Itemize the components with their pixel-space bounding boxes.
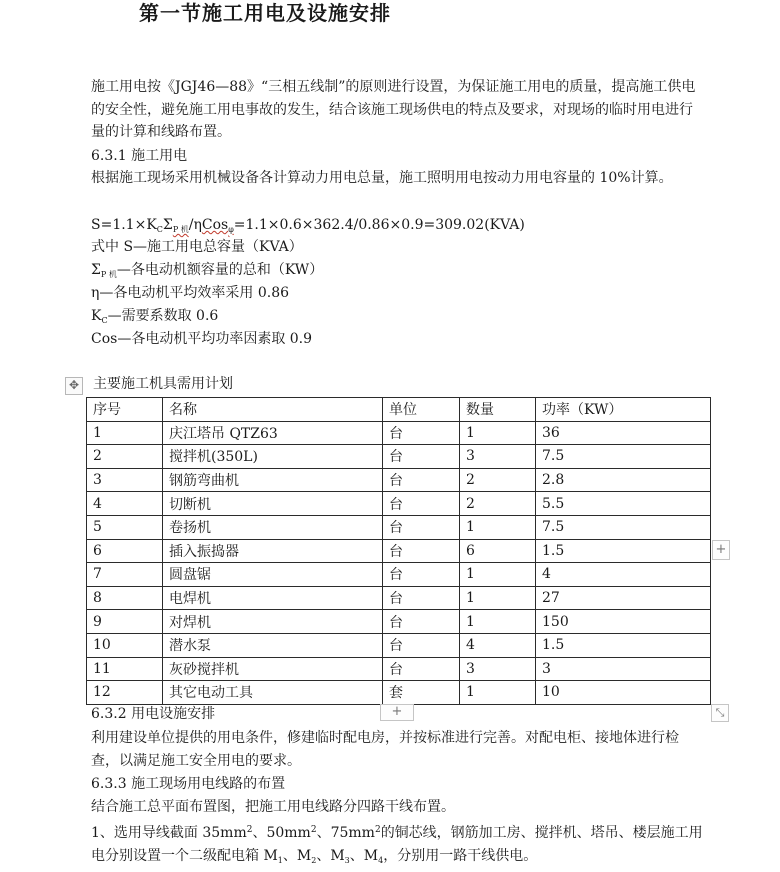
- cell-name: 切断机: [163, 492, 383, 516]
- section-631-text: 根据施工现场采用机械设备各计算动力用电总量，施工照明用电按动力用电容量的 10%计算。: [91, 170, 673, 186]
- cell-quantity: 1: [460, 681, 536, 705]
- cell-unit: 台: [383, 586, 460, 610]
- table-row: [87, 515, 711, 539]
- cell-name: 电焊机: [163, 586, 383, 610]
- cell-unit: 台: [383, 563, 460, 587]
- power-formula: $S=1.1\times K_C\Sigma_{P 机}/\eta Cos_\varphi=1.1\times 0.6\times 362.4/0.86\times 0.9=309.02(KVA)$: [91, 217, 525, 234]
- section-633-text: 结合施工总平面布置图，把施工用电线路分四路干线布置。: [91, 799, 455, 815]
- cell-unit: 台: [383, 657, 460, 681]
- add-column-button[interactable]: +: [712, 540, 730, 560]
- table-row: [87, 610, 711, 634]
- definition-s: 式中 S—施工用电总容量（KVA）: [91, 239, 303, 255]
- section-heading-633: 6.3.3 施工现场用电线路的布置: [91, 776, 286, 792]
- header-quantity: 数量: [460, 398, 536, 422]
- page-title: 第一节施工用电及设施安排: [139, 1, 391, 25]
- cell-name: 插入振捣器: [163, 539, 383, 563]
- header-unit: 单位: [383, 398, 460, 422]
- table-row: [87, 681, 711, 705]
- section-632-text: 利用建设单位提供的用电条件，修建临时配电房，并按标准进行完善。对配电柜、接地体进行检查，以满足施工安全用电的要求。: [91, 730, 679, 769]
- cell-unit: 台: [383, 515, 460, 539]
- cell-quantity: 3: [460, 445, 536, 469]
- header-power: 功率（KW）: [536, 398, 711, 422]
- definition-cos: Cos—各电动机平均功率因素取 0.9: [91, 331, 313, 347]
- cell-index: 11: [87, 657, 163, 681]
- cell-power: 1.5: [536, 633, 711, 657]
- cell-index: 10: [87, 633, 163, 657]
- cell-power: 3: [536, 657, 711, 681]
- cell-name: 其它电动工具: [163, 681, 383, 705]
- cell-unit: 台: [383, 468, 460, 492]
- cell-index: 9: [87, 610, 163, 634]
- table-row: [87, 586, 711, 610]
- cell-unit: 台: [383, 539, 460, 563]
- cell-power: 7.5: [536, 515, 711, 539]
- cell-unit: 台: [383, 633, 460, 657]
- cell-power: 36: [536, 421, 711, 445]
- cell-name: 圆盘锯: [163, 563, 383, 587]
- table-resize-handle-icon[interactable]: ⤡: [711, 704, 729, 722]
- cell-index: 6: [87, 539, 163, 563]
- cell-index: 8: [87, 586, 163, 610]
- cell-power: 5.5: [536, 492, 711, 516]
- cell-power: 4: [536, 563, 711, 587]
- cell-unit: 台: [383, 610, 460, 634]
- cell-index: 1: [87, 421, 163, 445]
- cell-index: 4: [87, 492, 163, 516]
- cell-unit: 套: [383, 681, 460, 705]
- table-caption: 主要施工机具需用计划: [93, 376, 233, 392]
- header-name: 名称: [163, 398, 383, 422]
- cell-quantity: 1: [460, 515, 536, 539]
- table-row: [87, 633, 711, 657]
- cell-quantity: 1: [460, 563, 536, 587]
- table-row: [87, 421, 711, 445]
- add-row-button[interactable]: +: [380, 704, 414, 721]
- cell-quantity: 1: [460, 586, 536, 610]
- cell-index: 2: [87, 445, 163, 469]
- cell-quantity: 6: [460, 539, 536, 563]
- cell-power: 27: [536, 586, 711, 610]
- table-row: [87, 657, 711, 681]
- cell-unit: 台: [383, 445, 460, 469]
- cell-quantity: 2: [460, 468, 536, 492]
- intro-paragraph: 施工用电按《JGJ46—88》“三相五线制”的原则进行设置，为保证施工用电的质量，提高施工供电的安全性，避免施工用电事故的发生，结合该施工现场供电的特点及要求，对现场的临时用电进行量的计算和线路布置。: [91, 79, 696, 141]
- section-heading-632: 6.3.2 用电设施安排: [91, 706, 216, 722]
- cell-unit: 台: [383, 421, 460, 445]
- table-row: [87, 563, 711, 587]
- equipment-table: [86, 397, 711, 705]
- cell-name: 对焊机: [163, 610, 383, 634]
- cell-index: 7: [87, 563, 163, 587]
- cell-power: 10: [536, 681, 711, 705]
- cell-quantity: 1: [460, 610, 536, 634]
- table-move-handle-icon[interactable]: ✥: [65, 377, 83, 395]
- header-index: 序号: [87, 398, 163, 422]
- cell-power: 1.5: [536, 539, 711, 563]
- cell-quantity: 4: [460, 633, 536, 657]
- definition-sigma: $\Sigma_{P 机}—$各电动机额容量的总和（KW）: [91, 262, 324, 279]
- cell-name: 卷扬机: [163, 515, 383, 539]
- cell-name: 灰砂搅拌机: [163, 657, 383, 681]
- table-header-row: [87, 398, 711, 422]
- cell-name: 庆江塔吊 QTZ63: [163, 421, 383, 445]
- section-heading-631: 6.3.1 施工用电: [91, 148, 188, 164]
- table-row: [87, 445, 711, 469]
- definition-kc: $K_C—$需要系数取 0.6: [91, 308, 219, 325]
- cell-power: 150: [536, 610, 711, 634]
- cell-quantity: 2: [460, 492, 536, 516]
- cell-name: 搅拌机(350L): [163, 445, 383, 469]
- section-633-item-1: 1、选用导线截面 $35mm^2$、$50mm^2$、$75mm^2$的铜芯线，钢筋加工房、搅拌机、塔吊、楼层施工用电分别设置一个二级配电箱 $M_1$、$M_2$、$M_3$、$M_4$，分别用一路干线供电。: [91, 825, 703, 865]
- table-row: [87, 468, 711, 492]
- cell-name: 潜水泵: [163, 633, 383, 657]
- definition-eta: η—各电动机平均效率采用 0.86: [91, 285, 290, 301]
- cell-index: 5: [87, 515, 163, 539]
- cell-quantity: 1: [460, 421, 536, 445]
- cell-power: 2.8: [536, 468, 711, 492]
- cell-index: 12: [87, 681, 163, 705]
- cell-index: 3: [87, 468, 163, 492]
- cell-name: 钢筋弯曲机: [163, 468, 383, 492]
- cell-unit: 台: [383, 492, 460, 516]
- cell-power: 7.5: [536, 445, 711, 469]
- table-row: [87, 492, 711, 516]
- table-row: [87, 539, 711, 563]
- cell-quantity: 3: [460, 657, 536, 681]
